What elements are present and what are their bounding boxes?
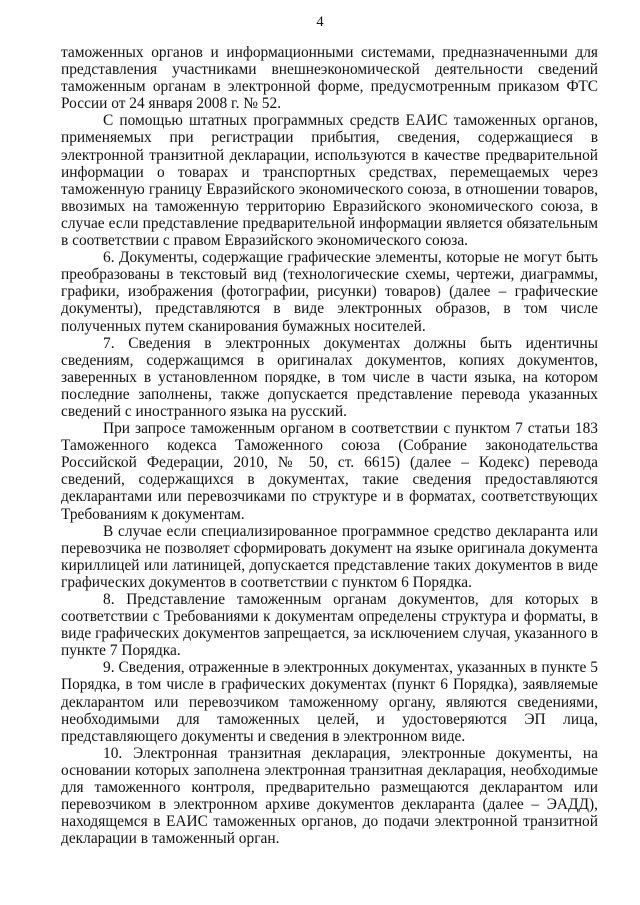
page-number: 4 xyxy=(316,14,324,30)
paragraph-continuation: таможенных органов и информационными системами, предназначенными для представления участниками внешнеэкономической деятельности сведений таможенным органам в электронной форме, предусмотренным приказом ФТС России от 24 января 2008 г. № 52. xyxy=(61,44,598,113)
paragraph-8-structured-documents: 8. Представление таможенным органам документов, для которых в соответствии с Требованиями к документам определены структура и форматы, в виде графических документов запрещается, за исключением случая, указанного в пункте 7 Порядка. xyxy=(61,591,598,660)
paragraph-9-declared-information: 9. Сведения, отраженные в электронных документах, указанных в пункте 5 Порядка, в том числе в графических документах (пункт 6 Порядка), заявляемые декларантом или перевозчиком таможенному органу, являются сведениями, необходимыми для таможенных целей, и удостоверяются ЭП лица, представляющего документы и сведения в электронном виде. xyxy=(61,659,598,745)
paragraph-7-translation-request: При запросе таможенным органом в соответствии с пунктом 7 статьи 183 Таможенного кодекса Таможенного союза (Собрание законодательства Российской Федерации, 2010, № 50, ст. 6615) (далее – Кодекс) перевода сведений, содержащихся в документах, такие сведения предоставляются декларантами или перевозчиками по структуре и в форматах, соответствующих Требованиям к документам. xyxy=(61,420,598,523)
paragraph-7-identical-information: 7. Сведения в электронных документах должны быть идентичны сведениям, содержащимся в оригиналах документов, копиях документов, заверенных в установленном порядке, в том числе в части языка, на котором последние заполнены, также допускается представление перевода указанных сведений с иностранного языка на русский. xyxy=(61,334,598,420)
paragraph-10-electronic-archive: 10. Электронная транзитная декларация, электронные документы, на основании которых заполнена электронная транзитная декларация, необходимые для таможенного контроля, предварительно размещаются декларантом или перевозчиком в электронном архиве документов декларанта (далее – ЭАДД), находящемся в ЕАИС таможенных органов, до подачи электронной транзитной декларации в таможенный орган. xyxy=(61,744,598,848)
paragraph-7-language-fallback: В случае если специализированное программное средство декларанта или перевозчика не позволяет сформировать документ на языке оригинала документа кириллицей или латиницей, допускается представление таких документов в виде графических документов в соответствии с пунктом 6 Порядка. xyxy=(61,522,598,591)
document-body xyxy=(61,44,598,847)
paragraph-preliminary-information: С помощью штатных программных средств ЕАИС таможенных органов, применяемых при регистрации прибытия, сведения, содержащиеся в электронной транзитной декларации, используются в качестве предварительной информации о товарах и транспортных средствах, перемещаемых через таможенную границу Евразийского экономического союза, в отношении товаров, ввозимых на таможенную территорию Евразийского экономического союза, в случае если представление предварительной информации является обязательным в соответствии с правом Евразийского экономического союза. xyxy=(61,112,598,250)
paragraph-6-graphic-documents: 6. Документы, содержащие графические элементы, которые не могут быть преобразованы в текстовый вид (технологические схемы, чертежи, диаграммы, графики, изображения (фотографии, рисунки) товаров) (далее – графические документы), представляются в виде электронных образов, в том числе полученных путем сканирования бумажных носителей. xyxy=(61,249,598,335)
